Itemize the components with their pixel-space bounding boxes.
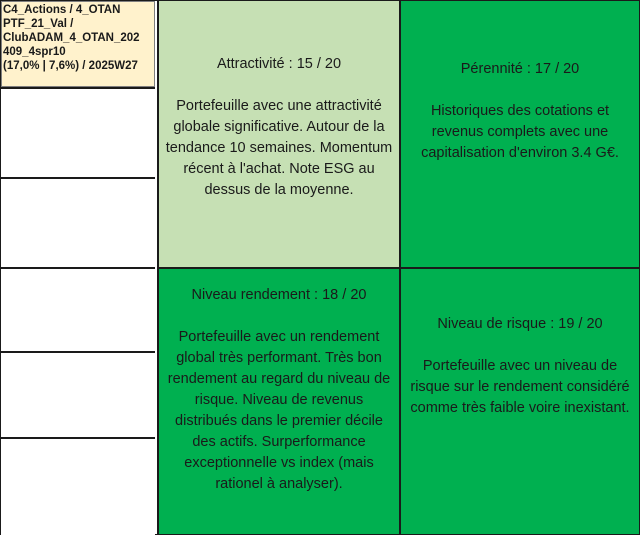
risque-title: Niveau de risque : 19 / 20 — [437, 316, 603, 332]
left-column — [1, 1, 159, 534]
portfolio-header-cell[interactable]: C4_Actions / 4_OTAN PTF_21_Val / ClubADAM_4_OTAN_202 409_4spr10 (17,0% | 7,6%) / 2025W27 — [1, 1, 155, 87]
empty-cell-5[interactable] — [1, 437, 155, 536]
attractivite-panel[interactable] — [159, 1, 399, 267]
attractivite-text: Portefeuille avec une attractivité globale significative. Autour de la tendance 10 semaines. Momentum récent à l'achat. Note ESG au dessus de la moyenne. — [165, 97, 393, 198]
rendement-title: Niveau rendement : 18 / 20 — [191, 286, 367, 303]
perennite-panel[interactable] — [399, 1, 639, 267]
rendement-panel[interactable] — [159, 267, 399, 534]
empty-cell-1[interactable] — [1, 87, 155, 179]
risque-text: Portefeuille avec un niveau de risque sur le rendement considéré comme très faible voire inexistant. — [410, 358, 630, 416]
perennite-title: Pérennité : 17 / 20 — [460, 60, 580, 77]
attractivite-title: Attractivité : 15 / 20 — [216, 55, 342, 72]
empty-cell-2[interactable] — [1, 177, 155, 269]
scores-grid — [159, 1, 639, 534]
risque-panel[interactable] — [399, 267, 639, 534]
rendement-text: Portefeuille avec un rendement global très performant. Très bon rendement au regard du niveau de risque. Niveau de revenus distribués dans le premier décile des actifs. Surperformance exceptionnelle vs index (mais rationel à analyser). — [167, 328, 391, 492]
empty-cell-4[interactable] — [1, 351, 155, 439]
empty-cell-3[interactable] — [1, 267, 155, 353]
perennite-text: Historiques des cotations et revenus complets avec une capitalisation d'environ 3.4 G€. — [421, 102, 619, 161]
